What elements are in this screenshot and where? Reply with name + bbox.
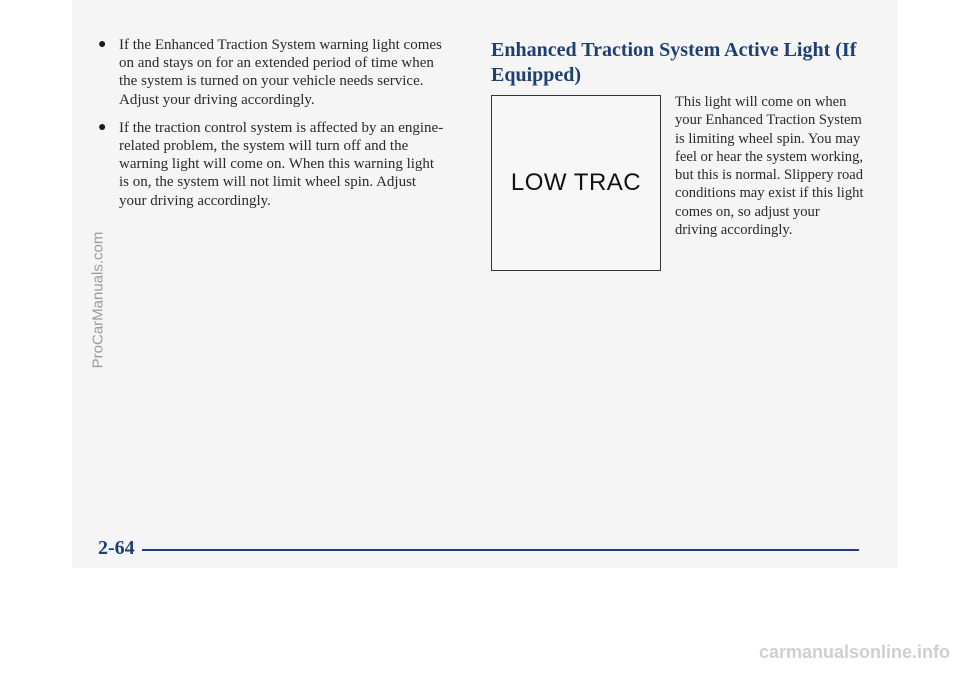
- bullet-text: If the traction control system is affected by an engine-related problem, the system will turn off and the warning light will come on. When this warning light is on, the system will not limit wheel spin. Adjust your driving accordingly.: [119, 119, 444, 209]
- bullet-icon: ●: [98, 119, 107, 135]
- bullet-item: [96, 36, 446, 109]
- footer-divider: [142, 549, 859, 551]
- low-trac-indicator-icon: [491, 95, 661, 271]
- section-heading: Enhanced Traction System Active Light (If Equipped): [491, 39, 857, 86]
- bottom-watermark: carmanualsonline.info: [758, 642, 950, 662]
- page-number: 2-64: [98, 537, 135, 559]
- warning-bullet-list: [96, 36, 446, 220]
- indicator-label: LOW TRAC: [510, 169, 642, 196]
- bullet-icon: ●: [98, 37, 107, 52]
- indicator-description: This light will come on when your Enhanced Traction System is limiting wheel spin. You may feel or hear the system working, but this is normal. Slippery road conditions may exist if this light comes on, so adjust your driving accordingly.: [675, 94, 864, 239]
- side-watermark: ProCarManuals.com: [89, 231, 107, 369]
- bullet-text: If the Enhanced Traction System warning light comes on and stays on for an extended period of time when the system is turned on your vehicle needs service. Adjust your driving accordingly.: [119, 37, 442, 108]
- bullet-item: [96, 119, 446, 210]
